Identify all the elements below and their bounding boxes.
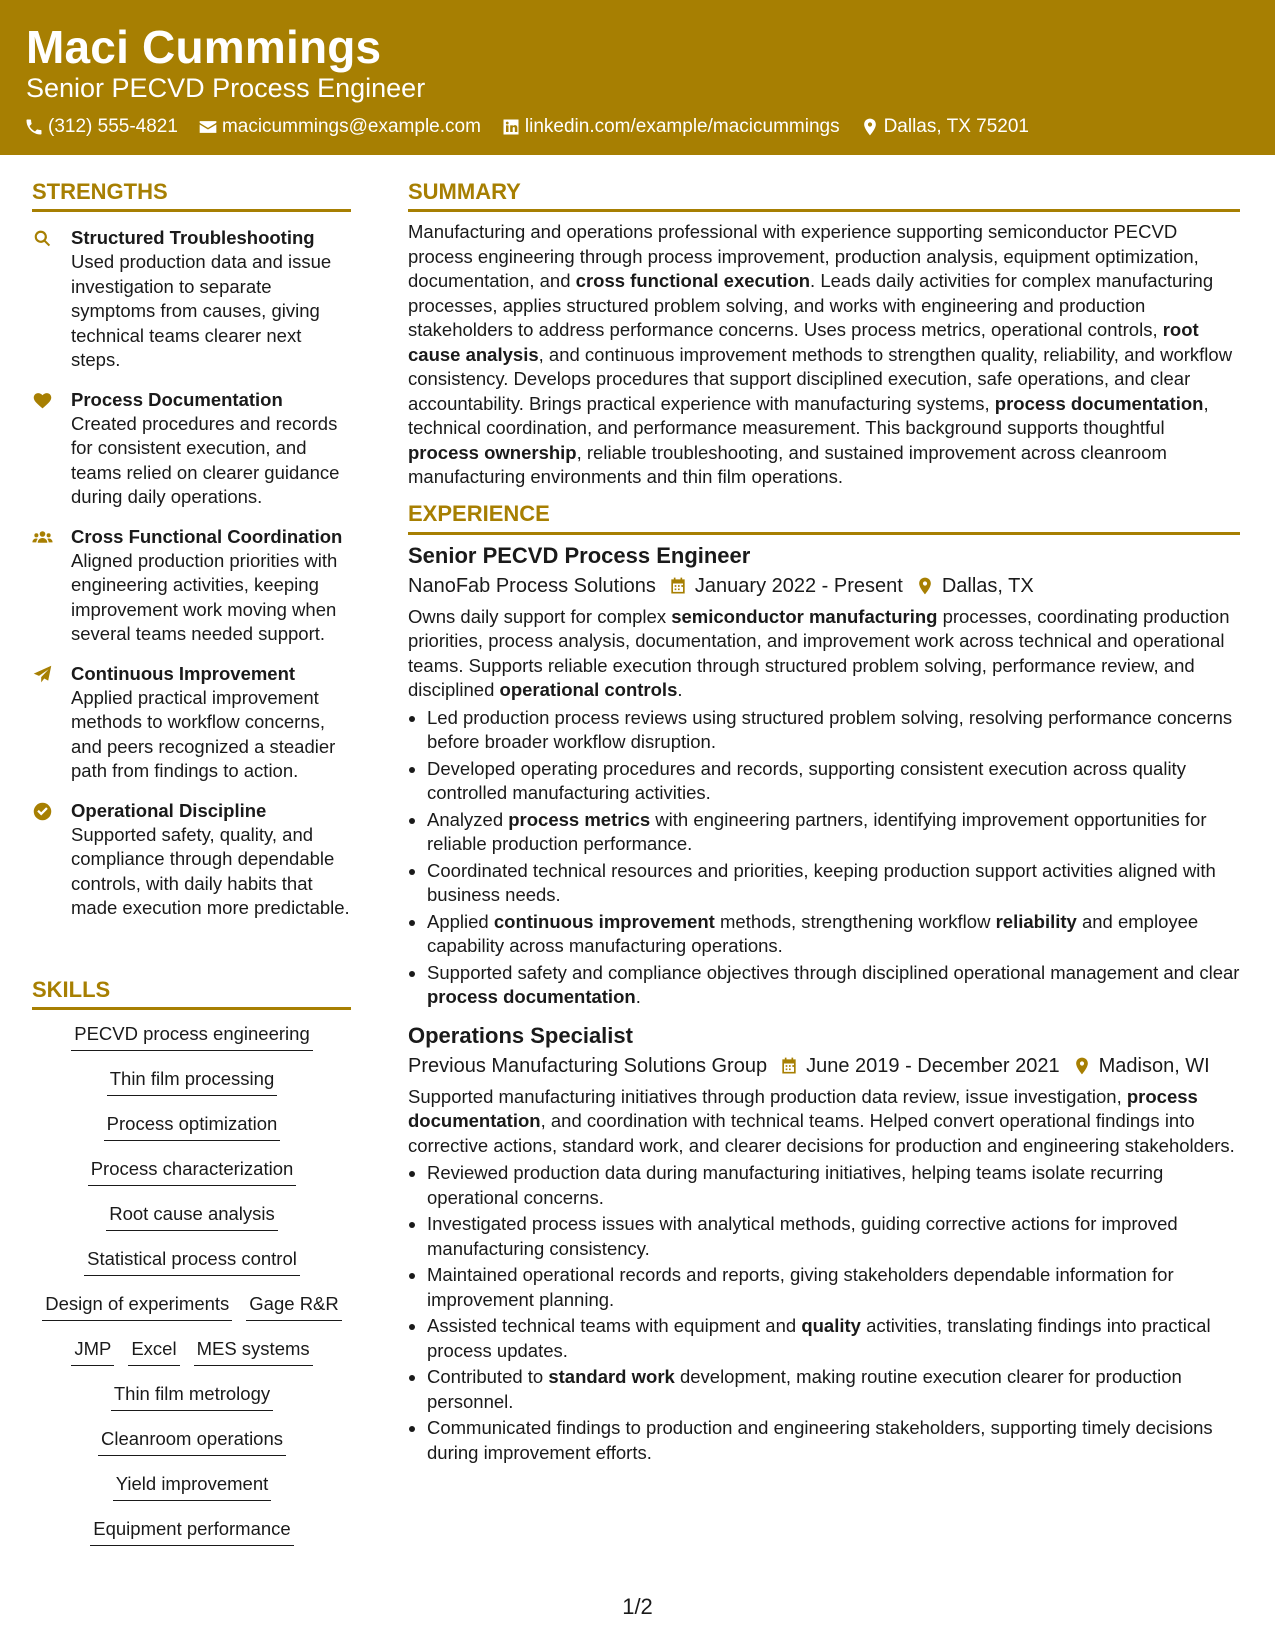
skill-row	[32, 1335, 352, 1380]
skill-row	[32, 1380, 352, 1425]
summary-heading: SUMMARY	[408, 179, 521, 204]
text-run: Manufacturing and operations professional with experience supporting semiconductor PECVD process engineering through process improvement, production analysis, equipment optimization, documentation, and	[408, 221, 1199, 291]
text-run: Assisted technical teams with equipment and	[427, 1315, 802, 1336]
job-bullets	[408, 1161, 1240, 1465]
text-run: processes, coordinating production priorities, process analysis, documentation, and improvement work across technical and operational teams. Supports reliable execution through structured problem solving, performance review, and disciplined	[408, 605, 1230, 700]
text-run: , reliable troubleshooting, and sustained improvement across cleanroom manufacturing environments and thin film operations.	[408, 441, 1167, 487]
bullet-item	[427, 1365, 1240, 1414]
text-run: , technical coordination, and performance measurement. This background supports thoughtful	[408, 392, 1209, 438]
strength-item	[32, 662, 352, 784]
strength-title: Cross Functional Coordination	[71, 525, 343, 547]
text-run: Communicated findings to production and engineering stakeholders, supporting timely decisions during improvement efforts.	[427, 1417, 1213, 1463]
right-column	[408, 218, 1240, 1467]
strength-desc: Supported safety, quality, and compliance through dependable controls, with daily habits that made execution more predictable.	[71, 823, 350, 918]
bullet-item	[427, 1263, 1240, 1312]
skill-tag: MES systems	[194, 1335, 313, 1366]
bold-text: quality	[801, 1315, 861, 1336]
heart-icon	[32, 390, 53, 411]
page-number: 1/2	[622, 1594, 653, 1619]
skill-tag: Thin film metrology	[111, 1380, 273, 1411]
calendar-icon	[779, 1056, 799, 1076]
candidate-title: Senior PECVD Process Engineer	[26, 73, 426, 103]
text-run: activities, translating findings into practical process updates.	[427, 1315, 1211, 1361]
skills-list	[32, 1020, 352, 1560]
skill-tag: Yield improvement	[113, 1470, 272, 1501]
job-meta	[408, 1052, 1240, 1080]
skill-tag: Excel	[128, 1335, 179, 1366]
text-run: Applied	[427, 910, 494, 932]
bold-text: root cause analysis	[408, 319, 1199, 365]
skills-rule	[32, 1007, 351, 1010]
phone-text: (312) 555-4821	[48, 116, 178, 137]
text-run: Developed operating procedures and records, supporting consistent execution across quality controlled manufacturing activities.	[427, 757, 1186, 803]
strength-desc: Used production data and issue investigation to separate symptoms from causes, giving technical teams clearer next steps.	[71, 251, 332, 370]
job-location: Madison, WI	[1098, 1054, 1210, 1077]
calendar-icon	[668, 576, 688, 596]
skill-row	[32, 1470, 352, 1515]
skills-heading: SKILLS	[32, 977, 111, 1002]
bullet-item	[427, 757, 1240, 806]
skill-tag: Thin film processing	[107, 1065, 278, 1096]
skill-row	[32, 1065, 352, 1110]
skill-tag: Cleanroom operations	[98, 1425, 286, 1456]
strengths-list	[32, 226, 352, 936]
users-icon	[32, 527, 53, 548]
candidate-name: Maci Cummings	[26, 21, 382, 73]
text-run: Investigated process issues with analytical methods, guiding corrective actions for improved manufacturing consistency.	[427, 1213, 1178, 1259]
skill-tag: PECVD process engineering	[71, 1020, 313, 1051]
linkedin-icon	[501, 117, 521, 137]
bullet-item	[427, 706, 1240, 755]
check-circle-icon	[32, 801, 53, 822]
skill-row	[32, 1290, 352, 1335]
strength-title: Structured Troubleshooting	[71, 227, 315, 248]
text-run: Maintained operational records and reports, giving stakeholders dependable information for improvement planning.	[427, 1264, 1174, 1310]
job-entry	[408, 1022, 1240, 1466]
text-run: methods, strengthening workflow	[714, 910, 996, 932]
text-run: .	[635, 986, 641, 1007]
strengths-rule	[32, 209, 351, 212]
skill-tag: JMP	[71, 1335, 114, 1366]
strength-item	[32, 388, 352, 510]
skill-row	[32, 1245, 352, 1290]
job-title: Operations Specialist	[408, 1022, 633, 1048]
text-run: and employee capability across manufacturing operations.	[427, 910, 1199, 956]
skill-row	[32, 1515, 352, 1560]
text-run: .	[677, 679, 683, 700]
skill-row	[32, 1020, 352, 1065]
bold-text: process ownership	[408, 441, 577, 463]
text-run: Supported safety and compliance objectives through disciplined operational management and clear	[427, 961, 1240, 983]
bold-text: process metrics	[508, 808, 651, 830]
summary-text	[408, 220, 1240, 490]
strength-title: Continuous Improvement	[71, 662, 296, 684]
text-run: Contributed to	[427, 1366, 549, 1387]
bullet-item	[427, 1416, 1240, 1465]
job-dates: June 2019 - December 2021	[806, 1054, 1060, 1077]
map-pin-icon	[915, 576, 935, 596]
experience-heading: EXPERIENCE	[408, 500, 550, 526]
text-run: Analyzed	[427, 808, 509, 830]
strength-item	[32, 799, 352, 921]
job-company: Previous Manufacturing Solutions Group	[408, 1054, 768, 1077]
bold-text: reliability	[995, 910, 1077, 932]
bullet-item	[427, 1314, 1240, 1363]
text-run: Reviewed production data during manufacturing initiatives, helping teams isolate recurring operational concerns.	[427, 1162, 1164, 1208]
job-title: Senior PECVD Process Engineer	[408, 542, 751, 568]
strength-title: Process Documentation	[71, 388, 283, 410]
skill-tag: Statistical process control	[84, 1245, 300, 1276]
contact-location	[860, 116, 1029, 138]
text-run: development, making routine execution clearer for production personnel.	[427, 1366, 1182, 1412]
contact-phone	[24, 116, 178, 138]
experience-rule	[408, 532, 1240, 535]
envelope-icon	[198, 117, 218, 137]
strength-item	[32, 525, 352, 647]
text-run: . Leads daily activities for complex manufacturing processes, applies structured problem solving, and works with engineering and production stakeholders to address performance concerns. Uses process metrics, operational controls,	[408, 270, 1214, 340]
skill-tag: Root cause analysis	[106, 1200, 278, 1231]
skill-row	[32, 1425, 352, 1470]
map-pin-icon	[1072, 1056, 1092, 1076]
text-run: Owns daily support for complex	[408, 605, 672, 627]
experience-section-header	[408, 490, 1240, 538]
strength-item	[32, 226, 352, 373]
bold-text: operational controls	[499, 679, 678, 700]
text-run: Led production process reviews using structured problem solving, resolving performance concerns before broader workflow disruption.	[427, 706, 1233, 752]
text-run: with engineering partners, identifying improvement opportunities for reliable production performance.	[427, 808, 1207, 854]
job-company: NanoFab Process Solutions	[408, 574, 656, 597]
bold-text: standard work	[548, 1366, 675, 1387]
text-run: Supported manufacturing initiatives through production data review, issue investigation,	[408, 1085, 1127, 1107]
contact-linkedin[interactable]	[501, 116, 840, 138]
bold-text: cross functional execution	[575, 270, 811, 291]
bold-text: process documentation	[408, 1085, 1198, 1131]
strength-desc: Applied practical improvement methods to workflow concerns, and peers recognized a steadier path from findings to action.	[71, 686, 336, 781]
contact-bar	[24, 116, 1049, 138]
bold-text: semiconductor manufacturing	[671, 605, 938, 627]
job-summary	[408, 605, 1240, 703]
text-run: , and coordination with technical teams. Helped convert operational findings into corrective actions, standard work, and clearer decisions for production and engineering stakeholders.	[408, 1110, 1235, 1156]
contact-email[interactable]	[198, 116, 481, 138]
linkedin-text[interactable]: linkedin.com/example/macicummings	[524, 116, 840, 137]
bullet-item	[427, 808, 1240, 857]
summary-rule	[408, 209, 1240, 212]
text-run: , and continuous improvement methods to strengthen quality, reliability, and workflow consistency. Develops procedures that support disciplined execution, safe operations, and clear accountability. Brings practical experience with manufacturing systems,	[408, 343, 1233, 414]
bullet-item	[427, 1161, 1240, 1210]
bold-text: process documentation	[994, 392, 1204, 414]
map-pin-icon	[860, 117, 880, 137]
job-meta	[408, 572, 1240, 600]
skill-tag: Equipment performance	[90, 1515, 293, 1546]
skill-tag: Design of experiments	[42, 1290, 232, 1321]
strength-title: Operational Discipline	[71, 799, 267, 821]
strength-desc: Created procedures and records for consistent execution, and teams relied on clearer guidance during daily operations.	[71, 412, 340, 507]
strength-desc: Aligned production priorities with engineering activities, keeping improvement work moving when several teams needed support.	[71, 549, 338, 644]
skill-row	[32, 1155, 352, 1200]
paper-plane-icon	[32, 664, 53, 685]
search-icon	[32, 228, 53, 249]
text-run: Coordinated technical resources and priorities, keeping production support activities aligned with business needs.	[427, 859, 1216, 905]
skill-row	[32, 1110, 352, 1155]
bold-text: continuous improvement	[493, 910, 715, 932]
jobs-list	[408, 542, 1240, 1466]
location-text: Dallas, TX 75201	[883, 116, 1029, 137]
job-entry	[408, 542, 1240, 1010]
email-text[interactable]: macicummings@example.com	[221, 116, 481, 137]
bullet-item	[427, 1212, 1240, 1261]
skill-tag: Process characterization	[88, 1155, 297, 1186]
resume-header	[0, 0, 1275, 155]
bold-text: process documentation	[427, 986, 636, 1007]
bullet-item	[427, 910, 1240, 959]
skill-row	[32, 1200, 352, 1245]
job-bullets	[408, 706, 1240, 1010]
strengths-heading: STRENGTHS	[32, 179, 168, 204]
skill-tag: Process optimization	[104, 1110, 281, 1141]
job-location: Dallas, TX	[941, 574, 1034, 597]
bullet-item	[427, 859, 1240, 908]
skill-tag: Gage R&R	[246, 1290, 341, 1321]
job-dates: January 2022 - Present	[694, 574, 903, 597]
bullet-item	[427, 961, 1240, 1010]
phone-icon	[24, 117, 44, 137]
job-summary	[408, 1085, 1240, 1159]
